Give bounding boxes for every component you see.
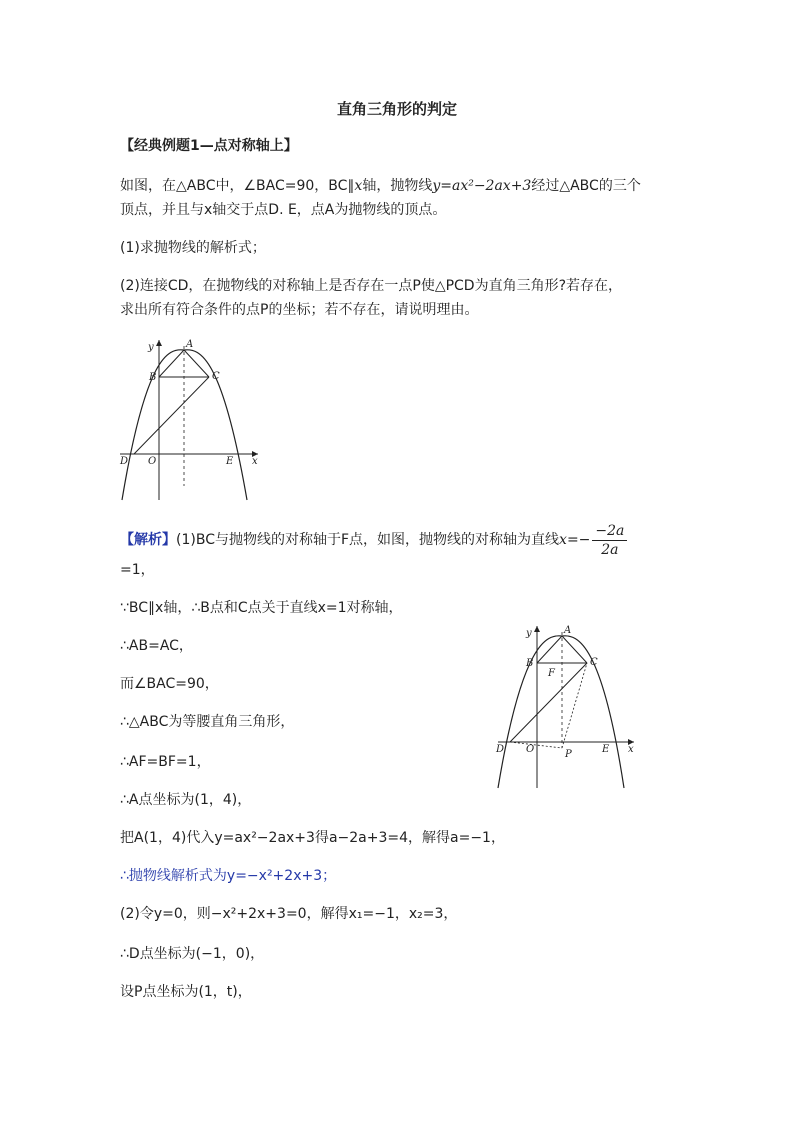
parabola-curve — [498, 636, 624, 788]
segment-ac — [562, 636, 587, 663]
label-o: O — [148, 456, 157, 467]
solution-tag: 【解析】 — [120, 532, 176, 548]
parabola-curve — [122, 350, 247, 500]
label-o: O — [526, 744, 535, 755]
problem-line-2: 顶点，并且与x轴交于点D. E，点A为抛物线的顶点。 — [120, 202, 447, 218]
problem-formula: y=ax²−2ax+3 — [432, 178, 532, 194]
solution-text-b: =− — [566, 532, 591, 548]
problem-text-a: 如图，在△ABC中，∠BAC=90，BC∥ — [120, 178, 355, 194]
solution-text-a: (1)BC与抛物线的对称轴于F点，如图，抛物线的对称轴为直线 — [176, 532, 560, 548]
page-title: 直角三角形的判定 — [336, 100, 457, 118]
solution-line-7: ∴A点坐标为(1，4)， — [120, 792, 252, 808]
label-x: x — [252, 456, 258, 467]
solution-line-1b: =1， — [120, 562, 155, 578]
solution-line-10: (2)令y=0，则−x²+2x+3=0，解得x₁=−1，x₂=3， — [120, 906, 458, 922]
label-e: E — [602, 744, 610, 755]
fraction-denominator: 2a — [601, 541, 619, 558]
label-c: C — [590, 657, 598, 668]
fraction-numerator: −2a — [592, 522, 627, 541]
y-axis-arrow-icon — [534, 626, 540, 632]
label-y: y — [526, 628, 532, 639]
solution-line-12: 设P点坐标为(1，t)， — [120, 984, 252, 1000]
label-b: B — [526, 658, 534, 669]
figure-2-parabola — [490, 620, 640, 790]
solution-line-5: ∴△ABC为等腰直角三角形， — [120, 714, 295, 730]
label-f: F — [548, 668, 555, 679]
solution-line-4: 而∠BAC=90， — [120, 676, 219, 692]
example-heading: 【经典例题1—点对称轴上】 — [120, 138, 298, 154]
label-p: P — [565, 749, 572, 760]
label-x: x — [628, 744, 634, 755]
label-d: D — [496, 744, 505, 755]
segment-ac — [184, 350, 209, 377]
question-2-line-1: (2)连接CD，在抛物线的对称轴上是否存在一点P使△PCD为直角三角形?若存在， — [120, 278, 623, 294]
label-b: B — [149, 372, 157, 383]
y-axis-arrow-icon — [156, 340, 162, 346]
fraction — [592, 522, 627, 559]
solution-line-8: 把A(1，4)代入y=ax²−2ax+3得a−2a+3=4，解得a=−1， — [120, 830, 505, 846]
segment-cd — [134, 377, 209, 454]
problem-text-c: 经过△ABC的三个 — [531, 178, 641, 194]
figure-1-parabola — [116, 336, 266, 504]
label-d: D — [120, 456, 129, 467]
question-2-line-2: 求出所有符合条件的点P的坐标；若不存在，请说明理由。 — [120, 302, 479, 318]
solution-line-3: ∴AB=AC， — [120, 638, 193, 654]
problem-var-x: x — [354, 178, 363, 194]
solution-line-9: ∴抛物线解析式为y=−x²+2x+3； — [120, 868, 337, 884]
solution-var-x: x — [559, 532, 567, 548]
segment-ab — [159, 350, 184, 377]
solution-line-11: ∴D点坐标为(−1，0)， — [120, 946, 265, 962]
segment-dp — [510, 742, 562, 748]
label-a: A — [564, 625, 572, 636]
question-1: (1)求抛物线的解析式； — [120, 240, 266, 256]
label-e: E — [226, 456, 234, 467]
label-c: C — [212, 371, 220, 382]
label-y: y — [148, 342, 154, 353]
solution-line-2: ∵BC∥x轴，∴B点和C点关于直线x=1对称轴， — [120, 600, 403, 616]
segment-ab — [537, 636, 562, 663]
solution-line-6: ∴AF=BF=1， — [120, 754, 211, 770]
problem-text-b: 轴，抛物线 — [362, 178, 433, 194]
label-a: A — [186, 339, 194, 350]
solution-line-1 — [120, 520, 629, 560]
problem-line-1 — [120, 174, 641, 198]
